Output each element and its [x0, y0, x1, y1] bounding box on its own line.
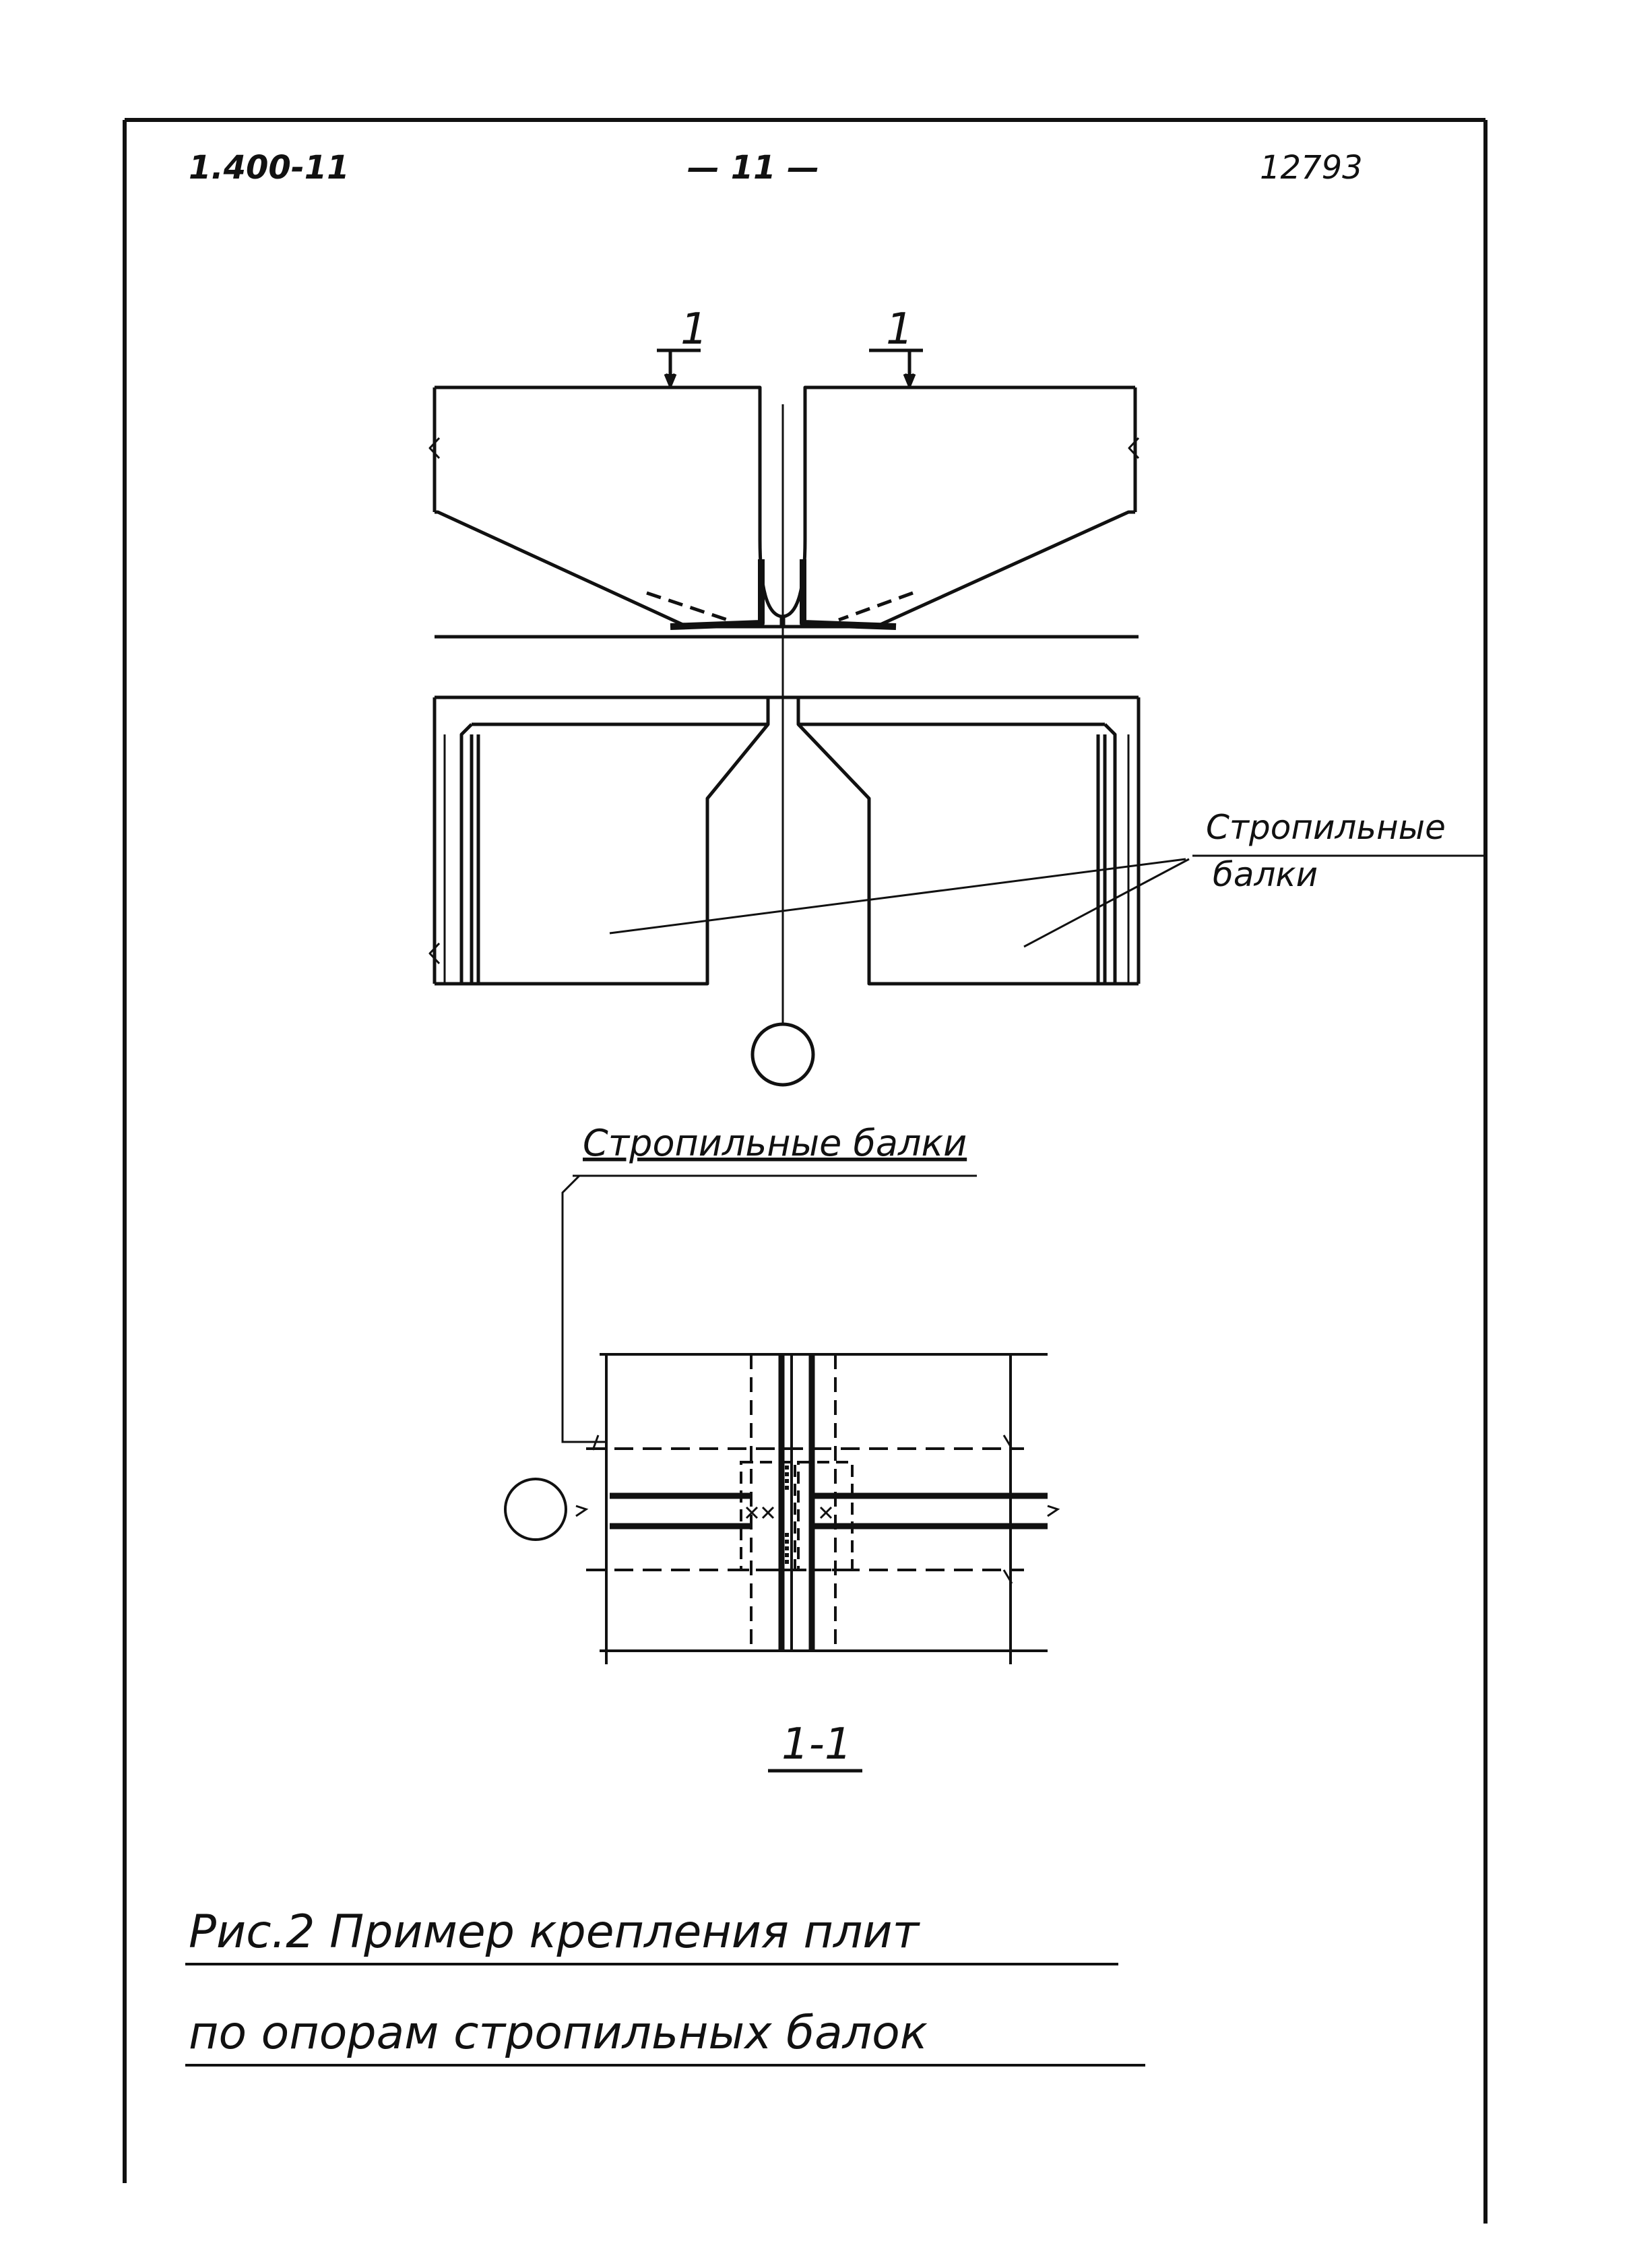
axis-bubble-plan [505, 1479, 566, 1540]
page-number: — 11 — [687, 149, 820, 187]
caption-line-2: по опорам стропильных балок [189, 2007, 928, 2060]
section-arrow-right [869, 350, 923, 385]
rafter-beams-label-line1: Стропильные [1206, 808, 1446, 847]
weld-marks [746, 1507, 831, 1518]
doc-code: 1.400-11 [189, 149, 350, 187]
inv-number: 12793 [1260, 149, 1363, 187]
left-beam-web [633, 697, 768, 984]
right-slab-outline [783, 387, 1135, 627]
caption-line-1: Рис.2 Пример крепления плит [189, 1905, 920, 1959]
plan-view [505, 1176, 1058, 1664]
right-embedded-angle [803, 559, 896, 627]
right-beam-web [798, 697, 943, 984]
section-1-1-title: 1-1 [781, 1720, 852, 1769]
section-arrow-left [657, 350, 701, 385]
rafter-beams-label-line2: балки [1213, 855, 1318, 894]
section-mark-right: 1 [886, 305, 914, 354]
section-mark-left: 1 [680, 305, 708, 354]
plan-leader-line [563, 1176, 977, 1442]
plan-callout-label: Стропильные балки [583, 1122, 967, 1164]
axis-bubble-elevation [753, 1024, 813, 1085]
left-slab-outline [435, 387, 781, 627]
left-rebar-dashed [647, 593, 728, 620]
elevation-view [430, 350, 1485, 1085]
